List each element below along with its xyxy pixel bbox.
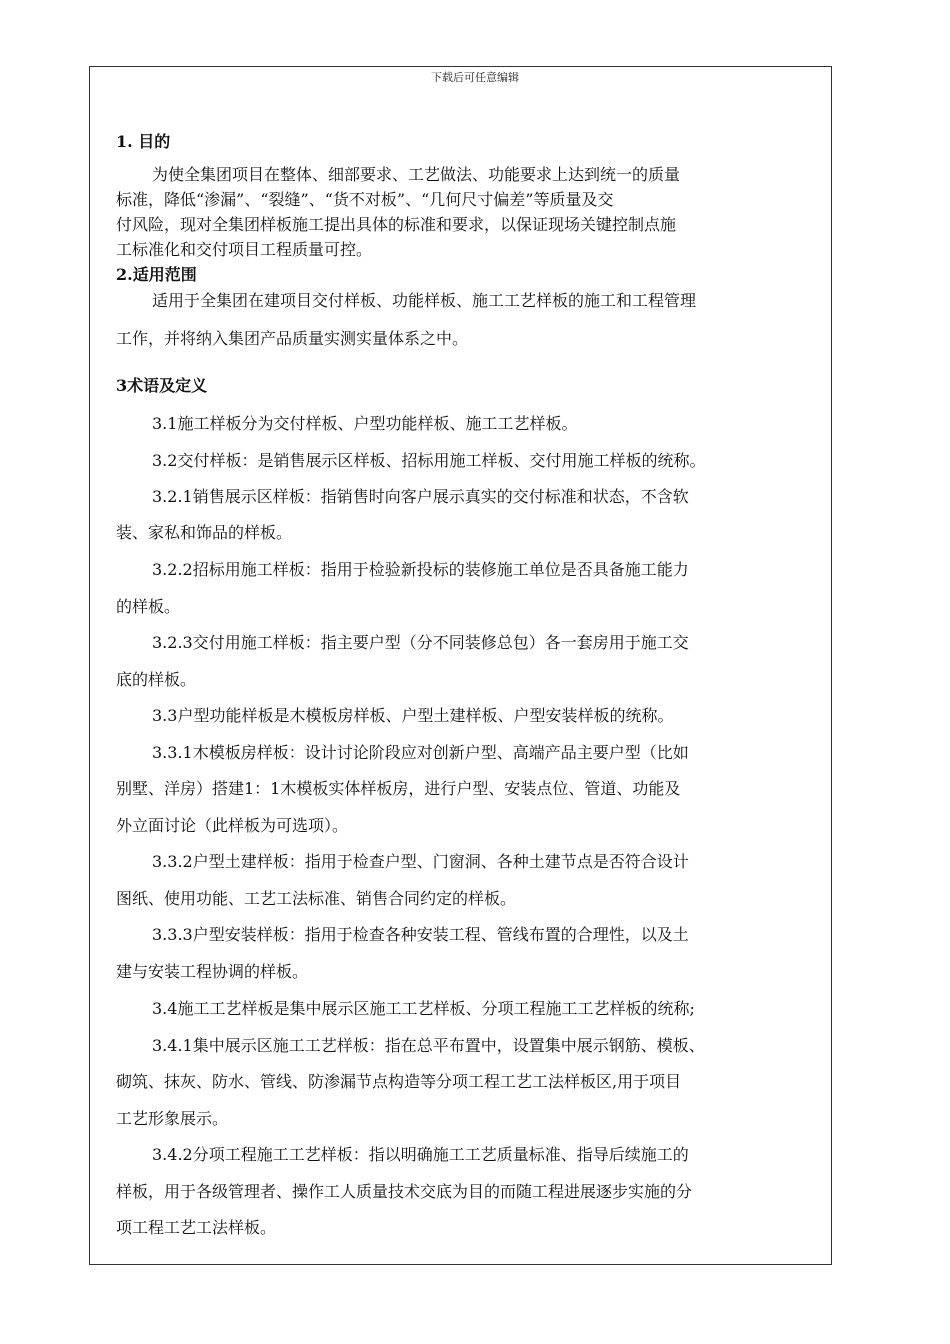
paragraph-line: 工艺形象展示。 xyxy=(116,1109,229,1128)
paragraph-line: 外立面讨论（此样板为可选项）。 xyxy=(116,816,349,835)
paragraph-line: 图纸、使用功能、工艺工法标准、销售合同约定的样板。 xyxy=(116,889,517,908)
paragraph-line: 付风险，现对全集团样板施工提出具体的标准和要求，以保证现场关键控制点施 xyxy=(116,215,677,234)
paragraph-line: 工标准化和交付项目工程质量可控。 xyxy=(116,240,373,259)
paragraph-line: 为使全集团项目在整体、细部要求、工艺做法、功能要求上达到统一的质量 xyxy=(152,165,681,184)
paragraph-line: 3.4施工工艺样板是集中展示区施工工艺样板、分项工程施工工艺样板的统称; xyxy=(152,999,695,1018)
paragraph-line: 3.2.3交付用施工样板：指主要户型（分不同装修总包）各一套房用于施工交 xyxy=(152,633,689,652)
section-heading: 1. 目的 xyxy=(116,132,171,151)
paragraph-line: 3.4.2分项工程施工工艺样板：指以明确施工工艺质量标准、指导后续施工的 xyxy=(152,1145,689,1164)
paragraph-line: 3.3.3户型安装样板：指用于检查各种安装工程、管线布置的合理性，以及土 xyxy=(152,925,689,944)
paragraph-line: 3.4.1集中展示区施工工艺样板：指在总平布置中，设置集中展示钢筋、模板、 xyxy=(152,1036,705,1055)
paragraph-line: 的样板。 xyxy=(116,597,181,616)
paragraph-line: 3.3户型功能样板是木模板房样板、户型土建样板、户型安装样板的统称。 xyxy=(152,706,674,725)
section-heading: 2.适用范围 xyxy=(116,265,197,284)
paragraph-line: 工作，并将纳入集团产品质量实测实量体系之中。 xyxy=(116,329,469,348)
paragraph-line: 装、家私和饰品的样板。 xyxy=(116,523,293,542)
paragraph-line: 项工程工艺工法样板。 xyxy=(116,1218,277,1237)
section-heading: 3术语及定义 xyxy=(116,376,208,395)
paragraph-line: 3.2交付样板：是销售展示区样板、招标用施工样板、交付用施工样板的统称。 xyxy=(152,451,706,470)
paragraph-line: 样板，用于各级管理者、操作工人质量技术交底为目的而随工程进展逐步实施的分 xyxy=(116,1182,693,1201)
paragraph-line: 3.1施工样板分为交付样板、户型功能样板、施工工艺样板。 xyxy=(152,414,578,433)
paragraph-line: 3.2.2招标用施工样板：指用于检验新投标的装修施工单位是否具备施工能力 xyxy=(152,560,689,579)
paragraph-line: 建与安装工程协调的样板。 xyxy=(116,962,309,981)
paragraph-line: 3.3.2户型土建样板：指用于检查户型、门窗洞、各种土建节点是否符合设计 xyxy=(152,852,689,871)
paragraph-line: 别墅、洋房）搭建1：1木模板实体样板房，进行户型、安装点位、管道、功能及 xyxy=(116,779,681,798)
paragraph-line: 标准，降低“渗漏”、“裂缝”、“货不对板”、“几何尺寸偏差”等质量及交 xyxy=(116,190,614,209)
paragraph-line: 3.2.1销售展示区样板：指销售时向客户展示真实的交付标准和状态，不含软 xyxy=(152,487,689,506)
paragraph-line: 3.3.1木模板房样板：设计讨论阶段应对创新户型、高端产品主要户型（比如 xyxy=(152,743,689,762)
paragraph-line: 适用于全集团在建项目交付样板、功能样板、施工工艺样板的施工和工程管理 xyxy=(152,291,697,310)
header-note: 下载后可任意编辑 xyxy=(431,71,519,84)
paragraph-line: 砌筑、抹灰、防水、管线、防渗漏节点构造等分项工程工艺工法样板区,用于项目 xyxy=(116,1072,682,1091)
paragraph-line: 底的样板。 xyxy=(116,670,197,689)
